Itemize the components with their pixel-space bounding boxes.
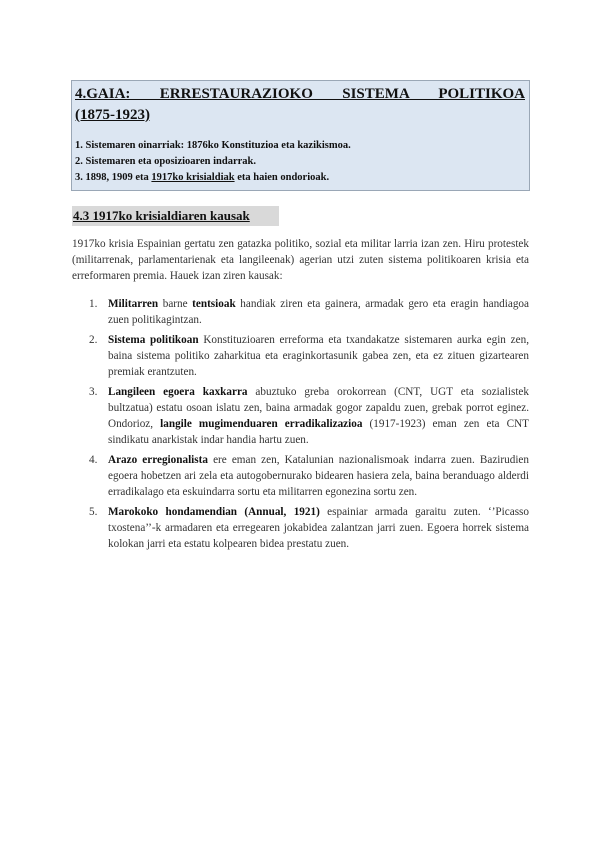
cause-item bbox=[72, 384, 529, 448]
cause-number: 5. bbox=[89, 506, 98, 518]
intro-paragraph: 1917ko krisia Espainian gertatu zen gatazka politiko, sozial eta militar larria izan zen. Hiru protestek (militarrenak, parlamentarienak eta langileenak) agerian utzi zuten sistema politikoaren krisia eta erreformaren premia. Hauek izan ziren kausak: bbox=[72, 238, 529, 282]
cause-item bbox=[72, 332, 529, 380]
cause-keyword: Sistema politikoan bbox=[108, 334, 199, 346]
cause-text: espainiar armada garaitu zuten. ‘’Picasso txostena’’-k armadaren eta erregearen jokabidea zalantzan jarri zuen. Egoera horrek sistema kolokan jarri eta estatu kolpearen bidea prestatu zuen. bbox=[108, 506, 529, 550]
cause-item bbox=[72, 296, 529, 328]
cause-keyword: Militarren bbox=[108, 298, 159, 310]
cause-number: 1. bbox=[89, 298, 98, 310]
cause-number: 2. bbox=[89, 334, 98, 346]
cause-text: Konstituzioaren erreforma eta txandakatze sistemaren aurka egin zen, baina sistema politiko zaharkitua eta eraginkortasunik gabea zen, eta ez zituen gizartearen premiak erantzuten. bbox=[108, 334, 529, 378]
cause-keyword: Arazo erregionalista bbox=[108, 454, 208, 466]
cause-text: (1917-1923) eman zen eta CNT sindikatu anarkistak indar handia hartu zuen. bbox=[108, 418, 529, 446]
outline-item-3-post: eta haien ondorioak. bbox=[234, 172, 330, 183]
topic-header-box bbox=[71, 80, 530, 191]
cause-item bbox=[72, 504, 529, 552]
cause-text: barne bbox=[158, 298, 193, 310]
outline-item-3-underlined: 1917ko krisialdiak bbox=[151, 172, 235, 183]
section-heading: 4.3 1917ko krisialdiaren kausak bbox=[72, 206, 279, 226]
cause-keyword: tentsioak bbox=[192, 298, 236, 310]
outline-item-3-pre: 3. 1898, 1909 eta bbox=[75, 172, 152, 183]
topic-outline bbox=[75, 138, 525, 186]
cause-number: 4. bbox=[89, 454, 98, 466]
topic-years: (1875-1923) bbox=[75, 107, 150, 123]
cause-text: handiak ziren eta gainera, armadak gero eta eragin handiagoa zuen politikagintzan. bbox=[108, 298, 529, 326]
causes-list bbox=[72, 296, 529, 556]
cause-text: abuztuko greba orokorrean (CNT, UGT eta sozialistek bultzatua) estatu osoan islatu zen, baina armadak gogor zapaldu zuen, grebak porrot eginez. Ondorioz, bbox=[108, 386, 529, 430]
cause-keyword: langile mugimenduaren erradikalizazioa bbox=[160, 418, 363, 430]
outline-item-1: 1. Sistemaren oinarriak: 1876ko Konstituzioa eta kazikismoa. bbox=[75, 140, 351, 151]
cause-number: 3. bbox=[89, 386, 98, 398]
topic-title: 4.GAIA: ERRESTAURAZIOKO SISTEMA POLITIKOA bbox=[75, 86, 525, 102]
cause-text: ere eman zen, Katalunian nazionalismoak indarra zuen. Bazirudien egoera hobetzen ari zela eta autogobernurako bidearen hasiera zela, baina beranduago alderdi erradikalago eta eskuindarra sortu eta militarren egonezina sortu zen. bbox=[108, 454, 529, 498]
outline-item-3 bbox=[75, 170, 525, 186]
cause-keyword: Marokoko hondamendian (Annual, 1921) bbox=[108, 506, 320, 518]
outline-item-2: 2. Sistemaren eta oposizioaren indarrak. bbox=[75, 156, 257, 167]
cause-item bbox=[72, 452, 529, 500]
cause-keyword: Langileen egoera kaxkarra bbox=[108, 386, 248, 398]
